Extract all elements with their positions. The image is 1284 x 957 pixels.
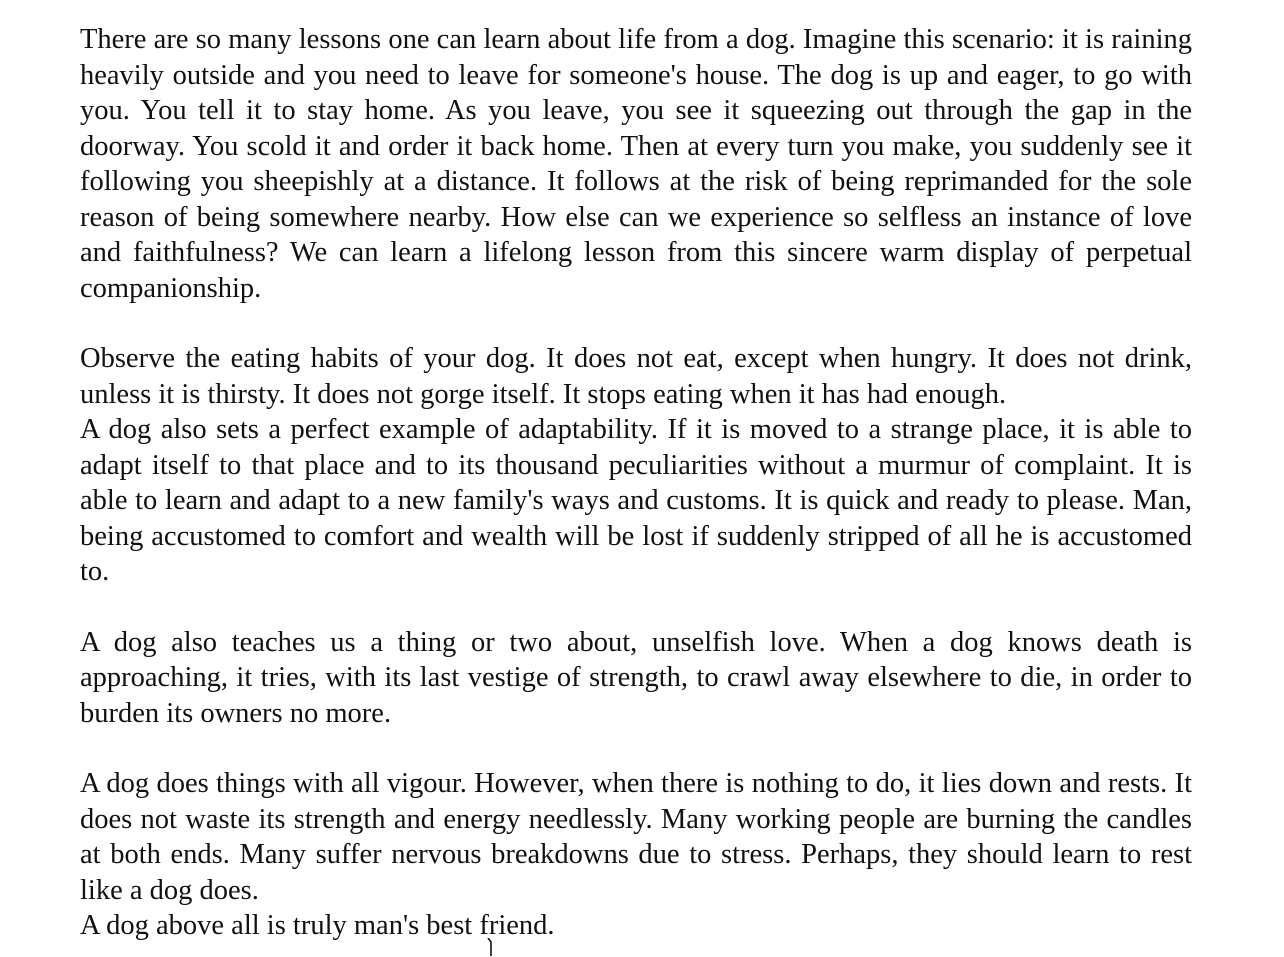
paragraph-dog-lessons: There are so many lessons one can learn about life from a dog. Imagine this scenario: it is raining heavily outside and you need to leave for someone's house. The dog is up and eager, to go with you. You tell it to stay home. As you leave, you see it squeezing out through the gap in the doorway. You scold it and order it back home. Then at every turn you make, you suddenly see it following you sheepishly at a distance. It follows at the risk of being reprimanded for the sole reason of being somewhere nearby. How else can we experience so selfless an instance of love and faithfulness? We can learn a lifelong lesson from this sincere warm display of perpetual companionship. [80,24,1192,304]
paragraph-unselfish-love: A dog also teaches us a thing or two about, unselfish love. When a dog knows death is approaching, it tries, with its last vestige of strength, to crawl away elsewhere to die, in order to burden its owners no more. [80,626,1192,729]
paragraph-eating-habits: Observe the eating habits of your dog. It does not eat, except when hungry. It does not drink, unless it is thirsty. It does not gorge itself. It stops eating when it has had enough. [80,343,1192,410]
paragraph-adaptability: A dog also sets a perfect example of adaptability. If it is moved to a strange place, it is able to adapt itself to that place and to its thousand peculiarities without a murmur of complaint. It is able to learn and adapt to a new family's ways and customs. It is quick and ready to please. Man, being accustomed to comfort and wealth will be lost if suddenly stripped of all he is accustomed to. [80,414,1192,587]
paragraph-best-friend: A dog above all is truly man's best friend. [80,910,555,941]
paragraph-vigour-rest: A dog does things with all vigour. However, when there is nothing to do, it lies down and rests. It does not waste its strength and energy needlessly. Many working people are burning the candles at both ends. Many suffer nervous breakdowns due to stress. Perhaps, they should learn to rest like a dog does. [80,768,1192,906]
text-cursor-icon [487,938,493,956]
document-body[interactable] [80,22,1192,944]
